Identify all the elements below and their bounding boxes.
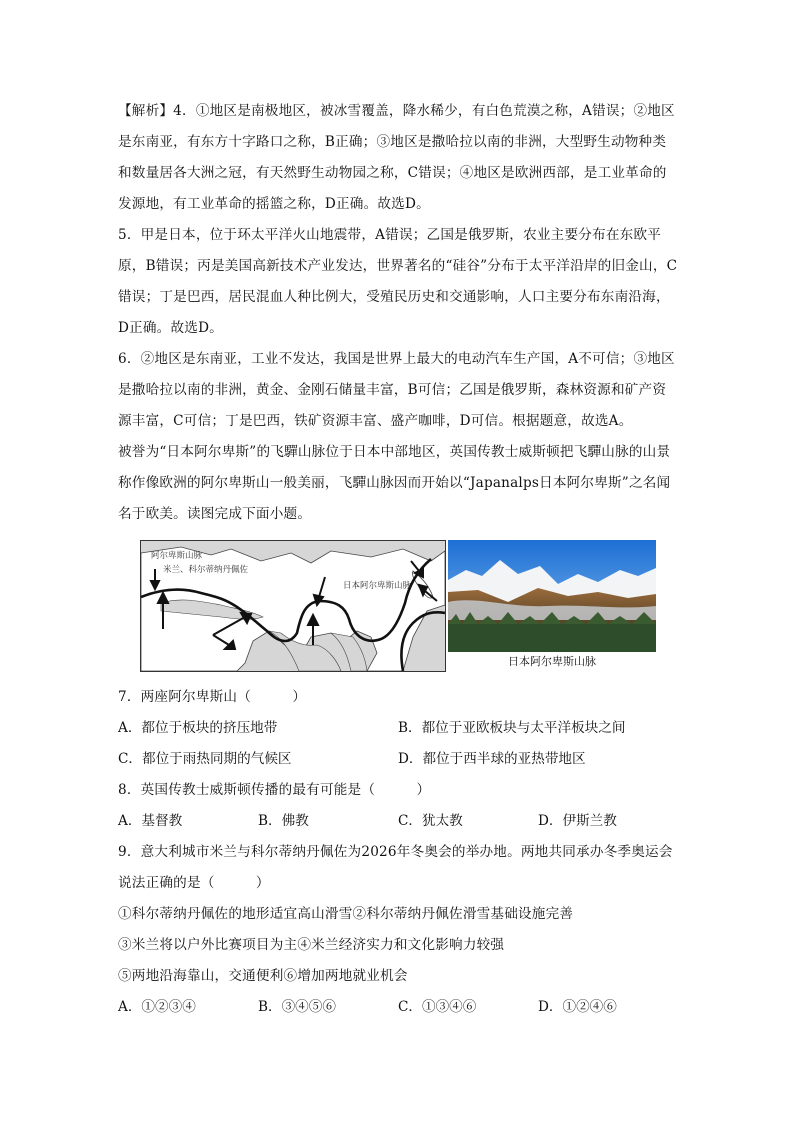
question-9-statement-2: ③米兰将以户外比赛项目为主④米兰经济实力和文化影响力较强 [118, 937, 505, 953]
map-label-japan-alps: 日本阿尔卑斯山脉 [343, 581, 412, 591]
question-8-stem: 8．英国传教士威斯顿传播的最有可能是（ ） [118, 782, 431, 798]
analysis-paragraph-6: 6．②地区是东南亚，工业不发达，我国是世界上最大的电动汽车生产国，A不可信；③地区是撒哈拉以南的非洲，黄金、金刚石储量丰富，B可信；乙国是俄罗斯，森林资源和矿产资源丰富，C可信；丁是巴西，铁矿资源丰富、盛产咖啡，D可信。根据题意，故选A。 [118, 351, 675, 429]
analysis-paragraph-5: 5．甲是日本，位于环太平洋火山地震带，A错误；乙国是俄罗斯，农业主要分布在东欧平原，B错误；丙是美国高新技术产业发达，世界著名的“硅谷”分布于太平洋沿岸的旧金山，C错误；丁是巴西，居民混血人种比例大，受殖民历史和交通影响，人口主要分布东南沿海，D正确。故选D。 [118, 227, 678, 336]
question-7-option-c[interactable]: C．都位于雨热同期的气候区 [118, 751, 292, 767]
question-9-statement-3: ⑤两地沿海靠山，交通便利⑥增加两地就业机会 [118, 968, 408, 984]
question-9-option-d[interactable]: D．①②④⑥ [538, 999, 617, 1015]
document-page [118, 96, 678, 1023]
question-7-options-row-1 [118, 713, 678, 744]
question-9-option-a[interactable]: A．①②③④ [118, 999, 196, 1015]
question-7-options-row-2 [118, 744, 678, 775]
question-7-option-b[interactable]: B．都位于亚欧板块与太平洋板块之间 [398, 720, 626, 736]
mountain-photo [448, 540, 656, 652]
question-8-option-b[interactable]: B．佛教 [258, 813, 309, 829]
question-9-option-b[interactable]: B．③④⑤⑥ [258, 999, 336, 1015]
question-7-option-d[interactable]: D．都位于西半球的亚热带地区 [398, 751, 586, 767]
question-9-stem: 9．意大利城市米兰与科尔蒂纳丹佩佐为2026年冬奥会的举办地。两地共同承办冬季奥运会说法正确的是（ ） [118, 844, 673, 891]
question-8-options [118, 806, 678, 837]
map-label-milan: 米兰、科尔蒂纳丹佩佐 [163, 565, 249, 575]
photo-caption: 日本阿尔卑斯山脉 [508, 655, 596, 668]
question-8-option-d[interactable]: D．伊斯兰教 [538, 813, 617, 829]
plate-map [140, 540, 446, 672]
question-9-statement-1: ①科尔蒂纳丹佩佐的地形适宜高山滑雪②科尔蒂纳丹佩佐滑雪基础设施完善 [118, 906, 574, 922]
question-8-option-c[interactable]: C．犹太教 [398, 813, 463, 829]
analysis-paragraph-4: 【解析】4．①地区是南极地区，被冰雪覆盖，降水稀少，有白色荒漠之称，A错误；②地区是东南亚，有东方十字路口之称，B正确；③地区是撒哈拉以南的非洲，大型野生动物种类和数量居各大洲之冠，有天然野生动物园之称，C错误；④地区是欧洲西部，是工业革命的发源地，有工业革命的摇篮之称，D正确。故选D。 [118, 103, 675, 212]
question-7-option-a[interactable]: A．都位于板块的挤压地带 [118, 720, 278, 736]
map-label-alps: 阿尔卑斯山脉 [151, 551, 203, 561]
question-9-option-c[interactable]: C．①③④⑥ [398, 999, 477, 1015]
question-8-option-a[interactable]: A．基督教 [118, 813, 183, 829]
reading-intro: 被誉为“日本阿尔卑斯”的飞驒山脉位于日本中部地区，英国传教士威斯顿把飞驒山脉的山景称作像欧洲的阿尔卑斯山一般美丽，飞驒山脉因而开始以“Japanalps日本阿尔卑斯”之名闻名于欧美。读图完成下面小题。 [118, 444, 671, 522]
question-7-stem: 7．两座阿尔卑斯山（ ） [118, 689, 307, 705]
question-9-options [118, 992, 678, 1023]
figure [118, 540, 678, 676]
